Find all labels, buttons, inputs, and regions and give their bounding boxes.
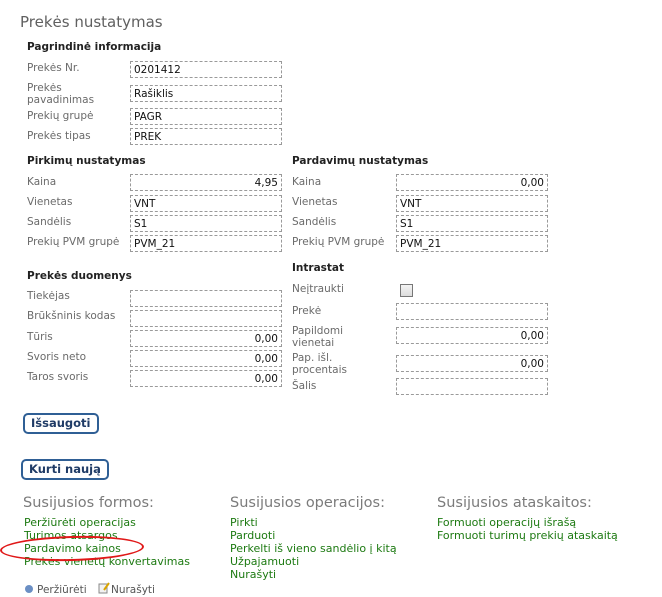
sales-price-field[interactable]: 0,00 — [396, 174, 548, 191]
country-field[interactable] — [396, 378, 548, 395]
sales-warehouse-field[interactable]: S1 — [396, 215, 548, 232]
purchase-vat-field[interactable]: PVM_21 — [130, 235, 282, 252]
volume-label: Tūris — [27, 331, 53, 343]
purchase-vat-label: Prekių PVM grupė — [27, 236, 120, 248]
link-sales-prices[interactable]: Pardavimo kainos — [24, 542, 121, 555]
link-sell[interactable]: Parduoti — [230, 529, 276, 542]
related-forms-title: Susijusios formos: — [23, 495, 154, 511]
intrastat-goods-field[interactable] — [396, 303, 548, 320]
name-label-line2: pavadinimas — [27, 94, 95, 106]
type-label: Prekės tipas — [27, 130, 91, 142]
purchase-warehouse-field[interactable]: S1 — [130, 215, 282, 232]
link-transfer[interactable]: Perkelti iš vieno sandėlio į kitą — [230, 542, 397, 555]
supplier-field[interactable] — [130, 290, 282, 307]
extra-costs-label-line2: procentais — [292, 364, 348, 376]
type-field[interactable]: PREK — [130, 128, 282, 145]
bottom-writeoff-text[interactable]: Nurašyti — [110, 584, 155, 596]
supplier-label: Tiekėjas — [27, 290, 70, 302]
related-reports-title: Susijusios ataskaitos: — [437, 495, 592, 511]
general-section-title: Pagrindinė informacija — [27, 41, 162, 53]
extra-units-field[interactable]: 0,00 — [396, 327, 548, 344]
goods-data-section-title: Prekės duomenys — [27, 270, 132, 282]
purchase-price-field[interactable]: 4,95 — [130, 174, 282, 191]
save-button[interactable]: Išsaugoti — [23, 413, 99, 434]
edit-icon — [98, 582, 108, 592]
link-stock-report[interactable]: Formuoti turimų prekių ataskaitą — [437, 529, 618, 542]
purchase-warehouse-label: Sandėlis — [27, 216, 72, 228]
extra-costs-field[interactable]: 0,00 — [396, 355, 548, 372]
link-view-operations[interactable]: Peržiūrėti operacijas — [24, 516, 136, 529]
exclude-checkbox[interactable] — [400, 284, 413, 297]
extra-units-label-line2: vienetai — [292, 337, 335, 349]
purchase-price-label: Kaina — [27, 176, 57, 188]
tare-weight-field[interactable]: 0,00 — [130, 370, 282, 387]
view-icon — [24, 584, 34, 594]
link-stock-on-hand[interactable]: Turimos atsargos — [24, 529, 118, 542]
link-operations-statement[interactable]: Formuoti operacijų išrašą — [437, 516, 577, 529]
net-weight-field[interactable]: 0,00 — [130, 350, 282, 367]
sales-unit-label: Vienetas — [292, 196, 338, 208]
link-buy[interactable]: Pirkti — [230, 516, 258, 529]
related-operations-title: Susijusios operacijos: — [230, 495, 385, 511]
name-label-line1: Prekės — [27, 82, 62, 94]
extra-costs-label-line1: Pap. išl. — [292, 352, 333, 364]
link-unit-conversion[interactable]: Prekės vienetų konvertavimas — [24, 555, 190, 568]
extra-units-label-line1: Papildomi — [292, 325, 344, 337]
sales-warehouse-label: Sandėlis — [292, 216, 337, 228]
link-receive[interactable]: Užpajamuoti — [230, 555, 300, 568]
barcode-label: Brūkšninis kodas — [27, 310, 116, 322]
barcode-field[interactable] — [130, 310, 282, 327]
page-title: Prekės nustatymas — [20, 13, 163, 31]
intrastat-section-title: Intrastat — [292, 262, 345, 274]
create-new-button[interactable]: Kurti naują — [21, 459, 109, 480]
name-field[interactable]: Rašiklis — [130, 85, 282, 102]
sales-vat-label: Prekių PVM grupė — [292, 236, 385, 248]
tare-weight-label: Taros svoris — [27, 371, 89, 383]
purchase-unit-label: Vienetas — [27, 196, 73, 208]
sales-price-label: Kaina — [292, 176, 322, 188]
purchase-section-title: Pirkimų nustatymas — [27, 155, 146, 167]
group-label: Prekių grupė — [27, 110, 94, 122]
code-label: Prekės Nr. — [27, 62, 80, 74]
sales-unit-field[interactable]: VNT — [396, 195, 548, 212]
code-field[interactable]: 0201412 — [130, 61, 282, 78]
link-write-off[interactable]: Nurašyti — [230, 568, 277, 581]
exclude-label: Neįtraukti — [292, 283, 344, 295]
country-label: Šalis — [292, 380, 317, 392]
net-weight-label: Svoris neto — [27, 351, 87, 363]
bottom-view-text[interactable]: Peržiūrėti — [37, 584, 87, 596]
sales-vat-field[interactable]: PVM_21 — [396, 235, 548, 252]
purchase-unit-field[interactable]: VNT — [130, 195, 282, 212]
group-field[interactable]: PAGR — [130, 108, 282, 125]
volume-field[interactable]: 0,00 — [130, 330, 282, 347]
intrastat-goods-label: Prekė — [292, 305, 322, 317]
sales-section-title: Pardavimų nustatymas — [292, 155, 429, 167]
